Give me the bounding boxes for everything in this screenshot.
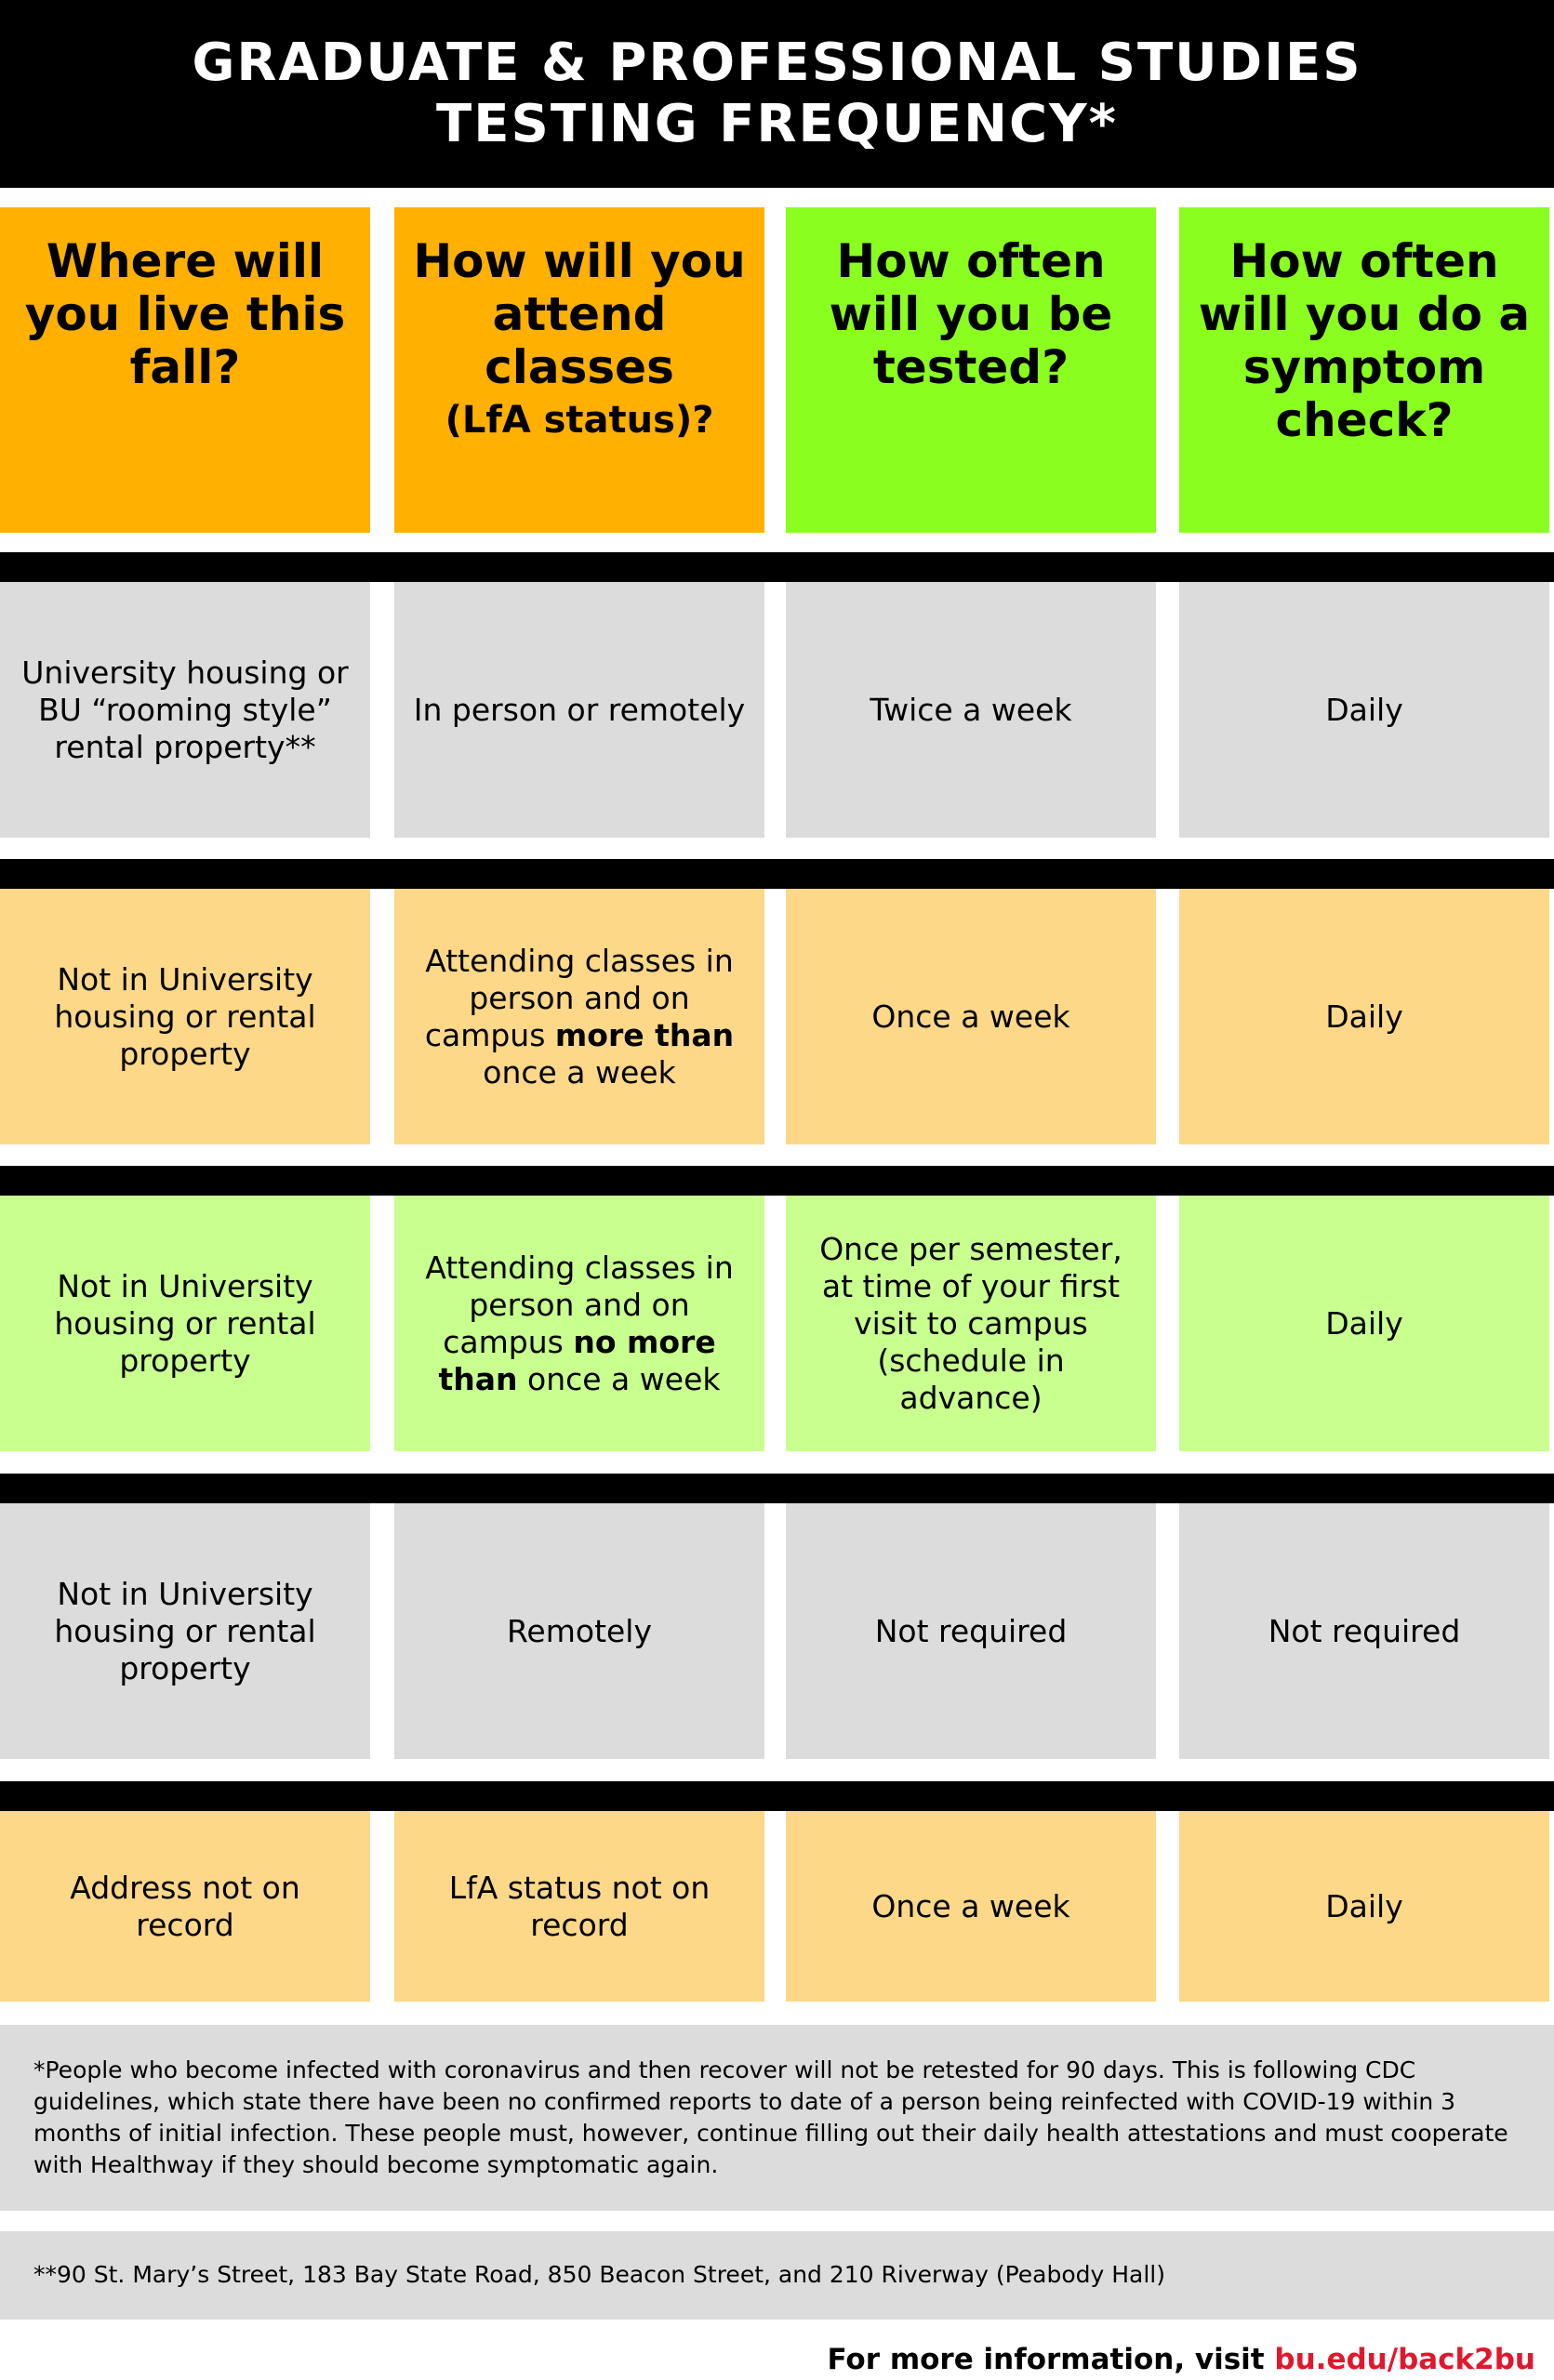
row-divider (0, 859, 1554, 889)
footer-text: For more information, visit (827, 2343, 1275, 2376)
cell-text: Once a week (871, 1887, 1070, 1924)
cell-live (0, 1811, 370, 2002)
row-divider (0, 1166, 1554, 1196)
cell-attend (394, 889, 764, 1144)
cell-text: Daily (1325, 691, 1403, 728)
column-header-symptom (1179, 207, 1549, 533)
cell-tested (786, 889, 1156, 1144)
footnote-addresses (0, 2231, 1554, 2320)
table-row (0, 582, 1554, 838)
column-header-live (0, 207, 370, 533)
column-question-attend: How will you attend classes (413, 234, 746, 394)
cell-text: Not in University housing or rental property (54, 960, 316, 1072)
cell-text: Once a week (871, 998, 1070, 1035)
cell-symptom (1179, 1811, 1549, 2002)
row-divider (0, 1781, 1554, 1811)
table-row (0, 1503, 1554, 1759)
cell-text: Twice a week (870, 691, 1072, 728)
cell-tested (786, 1811, 1156, 2002)
column-subtitle-attend: (LfA status)? (445, 399, 714, 442)
cell-symptom (1179, 1503, 1549, 1759)
cell-text-bold: no more than (438, 1323, 716, 1397)
title-line-2: TESTING FREQUENCY* (436, 94, 1118, 154)
footnote-reinfection (0, 2025, 1554, 2211)
cell-text: University housing or BU “rooming style” rental property** (21, 654, 349, 765)
table-row (0, 889, 1554, 1144)
cell-tested (786, 1196, 1156, 1451)
cell-live (0, 889, 370, 1144)
column-question-live: Where will you live this fall? (24, 234, 346, 394)
title-line-1: GRADUATE & PROFESSIONAL STUDIES (192, 33, 1362, 93)
cell-text: Not required (874, 1612, 1068, 1649)
column-question-tested: How often will you be tested? (829, 234, 1113, 394)
cell-attend (394, 1196, 764, 1451)
table-row (0, 1811, 1554, 2002)
cell-text: Not required (1268, 1612, 1461, 1649)
cell-tested (786, 582, 1156, 838)
table-row (0, 1196, 1554, 1451)
cell-text: Daily (1325, 1304, 1403, 1342)
row-divider (0, 552, 1554, 582)
column-question-symptom: How often will you do a symptom check? (1198, 234, 1531, 447)
cell-text: In person or remotely (413, 691, 746, 728)
cell-text: Remotely (506, 1612, 653, 1649)
cell-text: Daily (1325, 1887, 1403, 1924)
cell-text: LfA status not on record (448, 1869, 711, 1943)
cell-text: Attending classes in person and on campus (425, 1249, 734, 1360)
cell-text: Daily (1325, 998, 1403, 1035)
cell-live (0, 1503, 370, 1759)
cell-live (0, 582, 370, 838)
cell-attend (394, 1811, 764, 2002)
cell-live (0, 1196, 370, 1451)
cell-text: Not in University housing or rental property (54, 1575, 316, 1686)
cell-text: Attending classes in person and on campus (424, 942, 734, 1053)
cell-text-post: once a week (517, 1360, 721, 1397)
footer-info (828, 2343, 1535, 2376)
cell-symptom (1179, 1196, 1549, 1451)
cell-text: Not in University housing or rental property (54, 1267, 316, 1379)
cell-attend (394, 1503, 764, 1759)
cell-text: Address not on record (70, 1869, 300, 1943)
cell-text: Once per semester, at time of your first visit to campus (schedule in advance) (819, 1230, 1122, 1416)
cell-text-bold: more than (554, 1016, 735, 1053)
cell-symptom (1179, 889, 1549, 1144)
cell-symptom (1179, 582, 1549, 838)
footer-link[interactable]: bu.edu/back2bu (1274, 2343, 1535, 2376)
row-divider (0, 1474, 1554, 1503)
cell-text-post: once a week (483, 1053, 676, 1091)
column-header-attend (394, 207, 764, 533)
cell-tested (786, 1503, 1156, 1759)
footnote-reinfection-text: *People who become infected with coronavirus and then recover will not be retested for 90 days. This is following CDC guidelines, which state there have been no confirmed reports to date of a person being reinfected with COVID-19 within 3 months of initial infection. These people must, however, continue filling out their daily health attestations and must cooperate with Healthway if they should become symptomatic again. (33, 2056, 1508, 2178)
title-banner (0, 0, 1554, 188)
cell-attend (394, 582, 764, 838)
column-header-tested (786, 207, 1156, 533)
footnote-addresses-text: **90 St. Mary’s Street, 183 Bay State Road, 850 Beacon Street, and 210 Riverway (Peabody Hall) (33, 2261, 1165, 2288)
